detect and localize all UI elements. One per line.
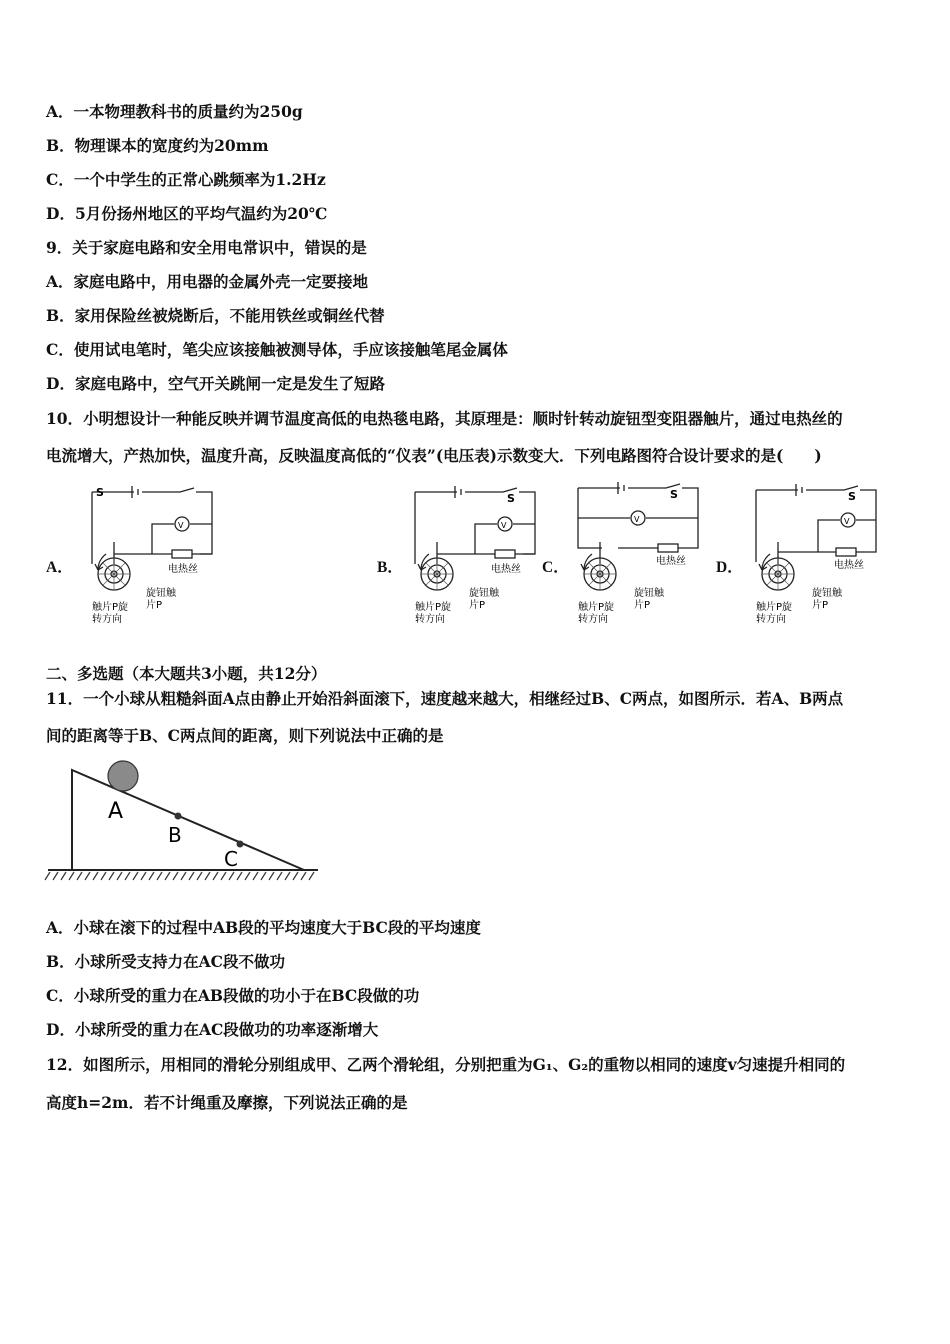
point-b-marker [175,813,182,820]
q9-option-c: C．使用试电笔时，笔尖应该接触被测导体，手应该接触笔尾金属体 [46,340,508,359]
circuit-d-knob-label-2: 片P [812,600,829,611]
q9-stem: 9．关于家庭电路和安全用电常识中，错误的是 [46,238,367,257]
circuit-c-voltmeter-label: V [634,515,640,524]
q8-option-c: C．一个中学生的正常心跳频率为1.2Hz [46,170,326,189]
circuit-d-heater [836,548,856,556]
rolling-ball [108,761,138,791]
circuit-b-voltmeter-label: V [501,521,507,530]
circuit-a-heater-label: 电热丝 [168,564,198,575]
q8-option-a: A．一本物理教科书的质量约为250g [46,102,303,121]
circuit-a-voltmeter-label: V [178,521,184,530]
circuit-b-knob-label-1: 旋钮触 [469,588,499,599]
circuit-b-knob-label-2: 片P [469,600,486,611]
circuit-a-heater [172,550,192,558]
q11-option-d: D．小球所受的重力在AC段做功的功率逐渐增大 [46,1020,379,1039]
circuit-c-heater-label: 电热丝 [656,556,686,567]
circuit-c-rot-label-2: 转方向 [578,614,608,625]
circuit-d-heater-label: 电热丝 [834,560,864,571]
circuit-diagram-d [748,480,888,630]
point-c-label: C [224,847,238,871]
q10-option-letter-a: A． [46,559,73,576]
circuit-c-knob-label-1: 旋钮触 [634,588,664,599]
q10-option-letter-b: B． [377,559,403,576]
q9-option-b: B．家用保险丝被烧断后，不能用铁丝或铜丝代替 [46,306,385,325]
q10-stem-line2: 电流增大，产热加快，温度升高，反映温度高低的“仪表”(电压表)示数变大．下列电路图符合设计要求的是( ) [46,446,822,465]
circuit-d-knob-label-1: 旋钮触 [812,588,842,599]
section-2-heading: 二、多选题（本大题共3小题，共12分） [46,664,327,683]
circuit-a-rot-label-1: 触片P旋 [92,602,129,613]
circuit-a-switch-label: S [96,486,104,499]
circuit-b-switch-label: S [507,492,515,505]
circuit-diagram-b [407,482,547,632]
circuit-diagram-c [570,478,710,628]
circuit-b-rot-label-2: 转方向 [415,614,445,625]
incline-figure [44,758,324,888]
q12-stem-line2: 高度h=2m．若不计绳重及摩擦，下列说法正确的是 [46,1093,408,1112]
q9-option-a: A．家庭电路中，用电器的金属外壳一定要接地 [46,272,369,291]
q11-stem-line2: 间的距离等于B、C两点间的距离，则下列说法中正确的是 [46,726,444,745]
circuit-d-rot-label-2: 转方向 [756,614,786,625]
q12-stem-line1: 12．如图所示，用相同的滑轮分别组成甲、乙两个滑轮组，分别把重为G₁、G₂的重物以相同的速度v匀速提升相同的 [46,1055,846,1074]
ground-hatching [45,872,314,880]
circuit-a-knob-label-2: 片P [146,600,163,611]
circuit-b-heater-label: 电热丝 [491,564,521,575]
q9-option-d: D．家庭电路中，空气开关跳闸一定是发生了短路 [46,374,385,393]
q10-option-letter-d: D． [716,559,743,576]
circuit-a-rot-label-2: 转方向 [92,614,122,625]
q8-option-d: D．5月份扬州地区的平均气温约为20℃ [46,204,328,223]
circuit-c-switch-label: S [670,488,678,501]
q11-option-c: C．小球所受的重力在AB段做的功小于在BC段做的功 [46,986,420,1005]
q11-option-a: A．小球在滚下的过程中AB段的平均速度大于BC段的平均速度 [46,918,481,937]
q11-option-b: B．小球所受支持力在AC段不做功 [46,952,285,971]
q10-stem-line1: 10．小明想设计一种能反映并调节温度高低的电热毯电路，其原理是：顺时针转动旋钮型变阻器触片，通过电热丝的 [46,409,843,428]
circuit-b-heater [495,550,515,558]
circuit-c-heater [658,544,678,552]
circuit-c-knob-label-2: 片P [634,600,651,611]
circuit-c-rot-label-1: 触片P旋 [578,602,615,613]
q8-option-b: B．物理课本的宽度约为20mm [46,136,269,155]
circuit-d-switch-label: S [848,490,856,503]
circuit-d-voltmeter-label: V [844,517,850,526]
point-b-label: B [168,823,182,847]
circuit-diagram-a [84,482,224,632]
point-a-label: A [108,799,124,824]
circuit-b-rot-label-1: 触片P旋 [415,602,452,613]
q10-option-letter-c: C． [542,559,569,576]
q11-stem-line1: 11．一个小球从粗糙斜面A点由静止开始沿斜面滚下，速度越来越大，相继经过B、C两点，如图所示．若A、B两点 [46,689,844,708]
incline-slope [72,770,304,870]
circuit-a-knob-label-1: 旋钮触 [146,588,176,599]
circuit-d-rot-label-1: 触片P旋 [756,602,793,613]
